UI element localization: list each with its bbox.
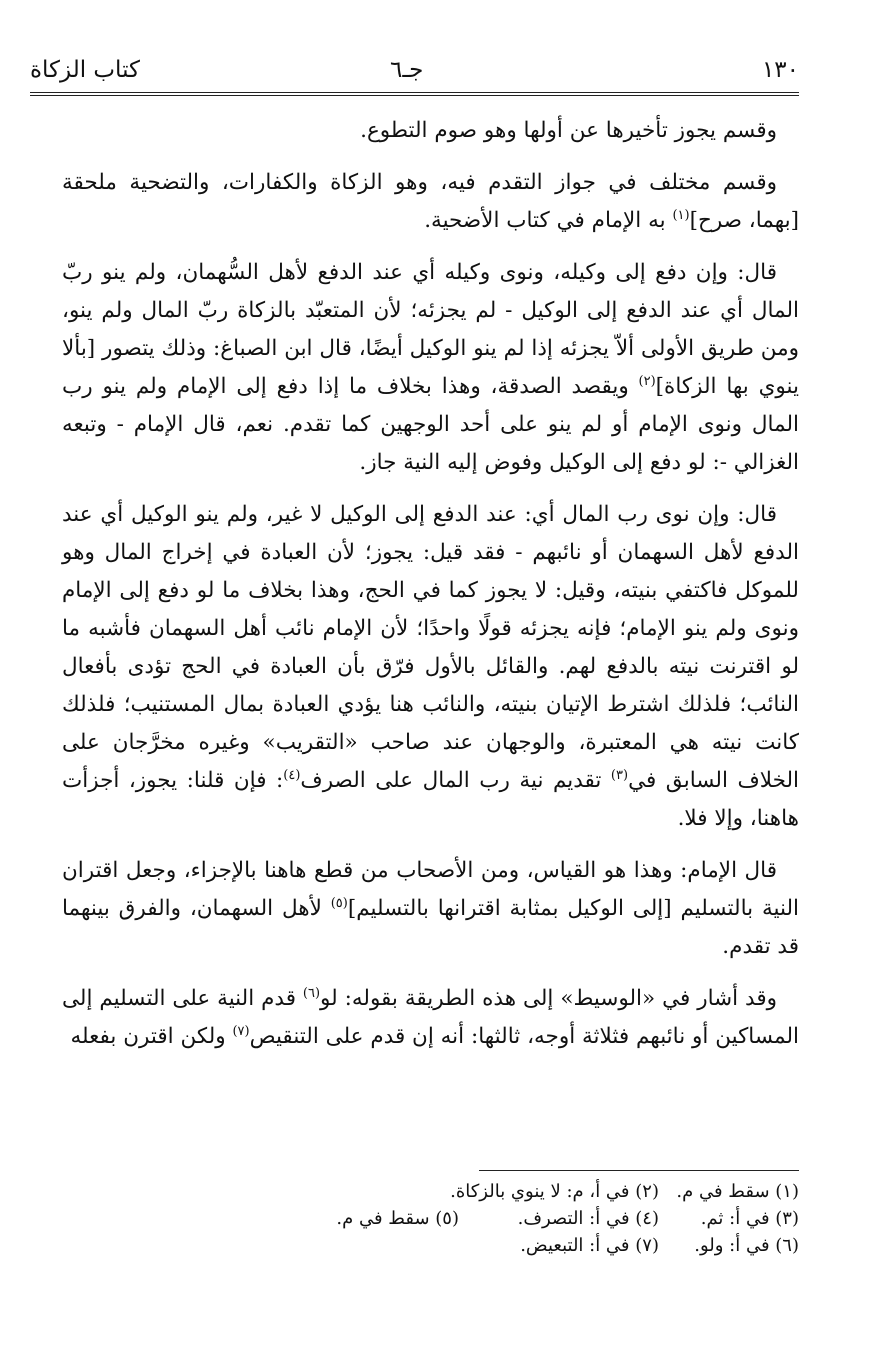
footnote-rule	[479, 1170, 799, 1171]
footnote-reference: (٣)	[610, 768, 629, 783]
paragraph-text: ويقصد الصدقة، وهذا بخلاف ما إذا دفع إلى الإمام ولم ينو رب المال ونوى الإمام أو لم ينو على أحد الوجهين كما تقدم. نعم، قال الإمام - وتبعه الغزالي -: لو دفع إلى الوكيل وفوض إليه النية جاز.	[62, 374, 799, 475]
paragraph	[62, 112, 799, 150]
paragraph-text: لأهل السهمان، والفرق بينهما قد تقدم.	[62, 896, 799, 959]
header-rule	[30, 92, 799, 96]
main-text	[62, 112, 799, 1070]
footnote: (٦) في أ: ولو.	[694, 1235, 799, 1256]
footnote: (٣) في أ: ثم.	[700, 1208, 799, 1229]
footnote-reference: (٤)	[283, 768, 301, 783]
page-number: ١٣٠	[761, 57, 799, 83]
paragraph-text: قال الإمام: وهذا هو القياس، ومن الأصحاب من قطع هاهنا بالإجزاء، وجعل اقتران النية بالتسليم [إلى الوكيل بمثابة اقترانها بالتسليم]	[62, 858, 799, 921]
footnote-row	[79, 1232, 799, 1259]
paragraph	[62, 496, 799, 838]
footnote: (١) سقط في م.	[676, 1181, 799, 1202]
footnote-row	[79, 1205, 799, 1232]
paragraph-text: قدم النية على التسليم إلى المساكين أو نائبهم فثلاثة أوجه، ثالثها: أنه إن قدم على التنقيص	[62, 986, 799, 1049]
paragraph-text: وقد أشار في «الوسيط» إلى هذه الطريقة بقوله: لو	[320, 986, 777, 1011]
paragraph	[62, 980, 799, 1056]
paragraph	[62, 164, 799, 240]
volume-label: جـ٦	[390, 57, 424, 83]
footnote-reference: (٥)	[330, 896, 348, 911]
paragraph-text: به الإمام في كتاب الأضحية.	[424, 208, 673, 233]
footnote: (٧) في أ: التبعيض.	[520, 1235, 659, 1256]
footnote: (٢) في أ، م: لا ينوي بالزكاة.	[450, 1181, 659, 1202]
footnote: (٤) في أ: التصرف.	[517, 1208, 659, 1229]
footnote-reference: (٧)	[232, 1024, 250, 1039]
footnote-reference: (١)	[672, 208, 690, 223]
paragraph	[62, 852, 799, 966]
footnotes	[79, 1178, 799, 1259]
paragraph-text: تقديم نية رب المال على الصرف	[300, 768, 611, 793]
paragraph	[62, 254, 799, 482]
paragraph-text: قال: وإن دفع إلى وكيله، ونوى وكيله أي عند الدفع لأهل السُّهمان، ولم ينو ربّ المال أي عند الدفع إلى الوكيل - لم يجزئه؛ لأن المتعبّد بالزكاة ربّ المال ولم ينو، ومن طريق الأولى ألاّ يجزئه إذا لم ينو الوكيل أيضًا، قال ابن الصباغ: وذلك يتصور [بألا ينوي بها الزكاة]	[62, 260, 799, 399]
paragraph-text: قال: وإن نوى رب المال أي: عند الدفع إلى الوكيل لا غير، ولم ينو الوكيل أي عند الدفع لأهل السهمان أو نائبهم - فقد قيل: يجوز؛ لأن العبادة في إخراج المال وهو للموكل فاكتفي بنيته، وقيل: لا يجوز كما في الحج، وهذا بخلاف ما لو دفع إلى الإمام ونوى ولم ينو الإمام؛ فإنه يجزئه قولًا واحدًا؛ لأن الإمام نائب أهل السهمان فأشبه ما لو اقترنت نيته بالدفع لهم. والقائل بالأول فرّق بأن العبادة في الحج تؤدى بأفعال النائب؛ فلذلك اشترط الإتيان بنيته، والنائب هنا يؤدي العبادة بمال المستنيب؛ فلذلك كانت نيته هي المعتبرة، والوجهان عند صاحب «التقريب» وغيره مخرَّجان على الخلاف السابق في	[62, 502, 799, 793]
running-header	[30, 50, 799, 90]
book-title: كتاب الزكاة	[30, 57, 140, 83]
paragraph-text: وقسم مختلف في جواز التقدم فيه، وهو الزكاة والكفارات، والتضحية ملحقة [بهما، صرح]	[62, 170, 799, 233]
footnote: (٥) سقط في م.	[336, 1208, 459, 1229]
footnote-row	[79, 1178, 799, 1205]
paragraph-text: ولكن اقترن بفعله	[70, 1024, 233, 1049]
paragraph-text: : فإن قلنا: يجوز، أجزأت هاهنا، وإلا فلا.	[62, 768, 799, 831]
footnote-reference: (٦)	[302, 986, 321, 1001]
paragraph-text: وقسم يجوز تأخيرها عن أولها وهو صوم التطوع.	[360, 118, 777, 143]
footnote	[279, 1178, 459, 1205]
footnote-reference: (٢)	[638, 374, 656, 389]
footnote	[279, 1232, 459, 1259]
